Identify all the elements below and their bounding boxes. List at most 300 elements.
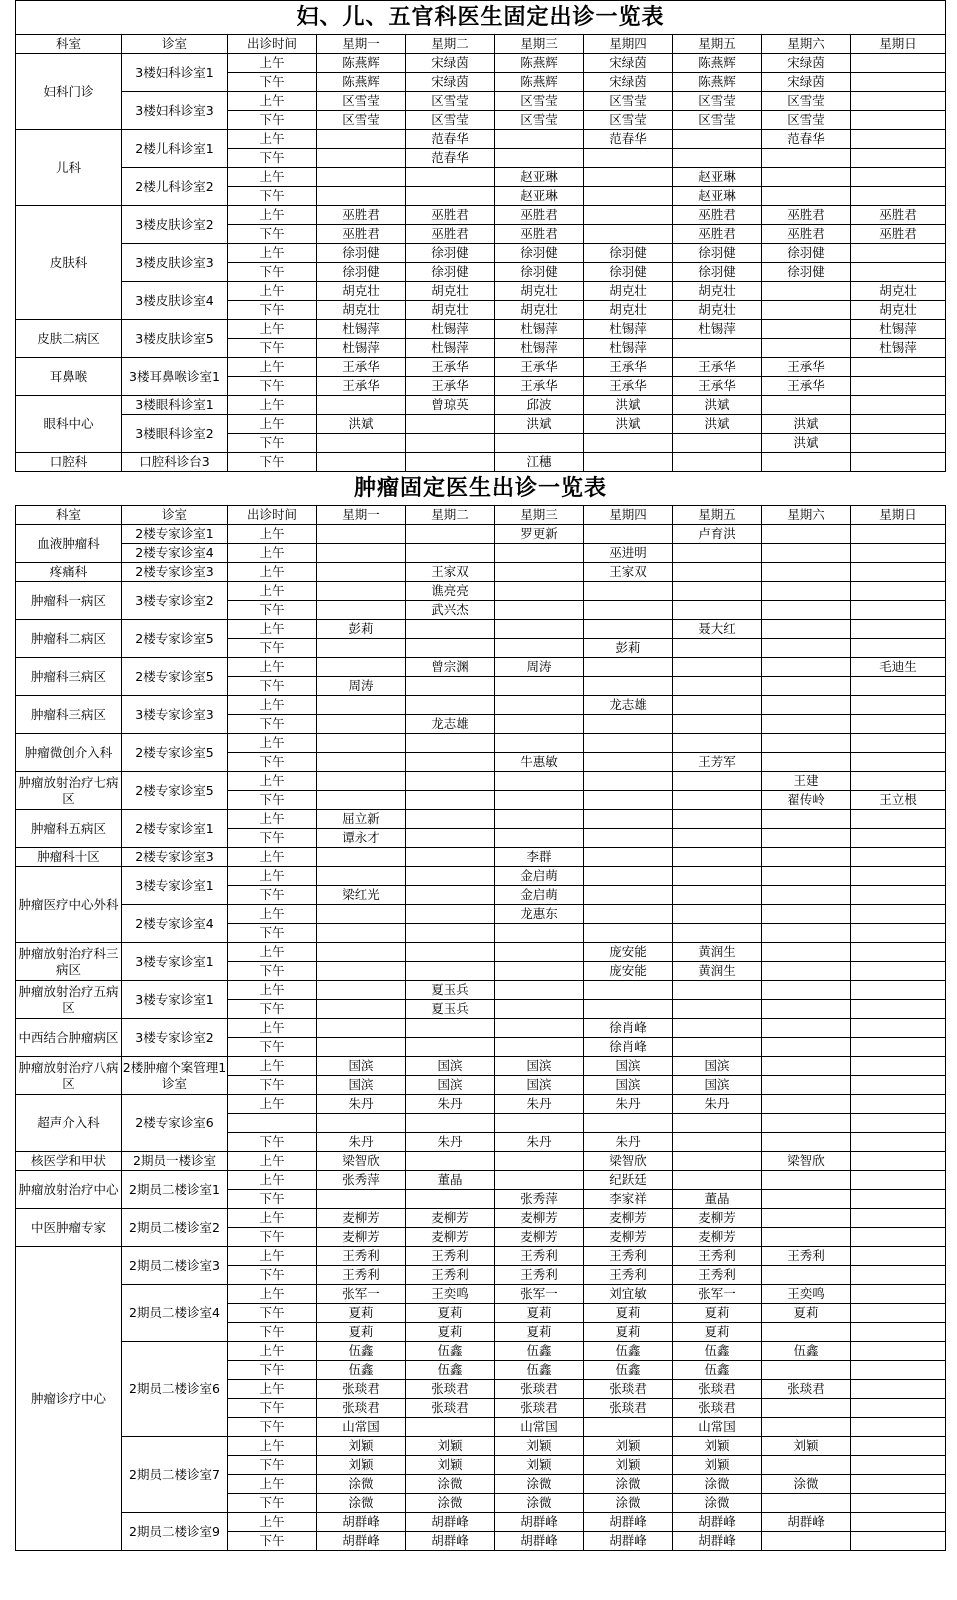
session-cell: 下午 (228, 715, 317, 734)
doctor-cell: 夏莉 (495, 1323, 584, 1342)
doctor-cell (584, 753, 673, 772)
doctor-cell: 徐肖峰 (584, 1038, 673, 1057)
doctor-cell (851, 715, 946, 734)
doctor-cell: 徐羽健 (495, 244, 584, 263)
doctor-cell: 胡克壮 (406, 282, 495, 301)
doctor-cell: 胡克壮 (851, 282, 946, 301)
doctor-cell (673, 149, 762, 168)
doctor-cell: 夏莉 (317, 1304, 406, 1323)
doctor-cell (762, 943, 851, 962)
doctor-cell (584, 601, 673, 620)
doctor-cell (851, 981, 946, 1000)
table-row (16, 130, 946, 149)
doctor-cell (851, 829, 946, 848)
room-cell: 2期员二楼诊室2 (122, 1209, 228, 1247)
doctor-cell (317, 396, 406, 415)
doctor-cell: 胡克壮 (317, 282, 406, 301)
doctor-cell: 曾宗渊 (406, 658, 495, 677)
doctor-cell (317, 962, 406, 981)
department-cell: 肿瘤科一病区 (16, 582, 122, 620)
table-row (16, 810, 946, 829)
doctor-cell (762, 981, 851, 1000)
doctor-cell: 彭莉 (317, 620, 406, 639)
doctor-cell: 王承华 (495, 358, 584, 377)
department-cell: 肿瘤诊疗中心 (16, 1247, 122, 1551)
table-row (16, 1171, 946, 1190)
room-cell: 3楼皮肤诊室5 (122, 320, 228, 358)
doctor-cell (495, 943, 584, 962)
doctor-cell (762, 658, 851, 677)
doctor-cell (584, 886, 673, 905)
table-row (16, 696, 946, 715)
doctor-cell (762, 753, 851, 772)
doctor-cell: 龙志雄 (584, 696, 673, 715)
doctor-cell: 龙志雄 (406, 715, 495, 734)
header-day: 星期四 (584, 35, 673, 54)
doctor-cell: 洪斌 (762, 415, 851, 434)
doctor-cell: 国滨 (317, 1076, 406, 1095)
header-day: 星期二 (406, 35, 495, 54)
doctor-cell (851, 1095, 946, 1114)
doctor-cell (584, 677, 673, 696)
doctor-cell: 伍鑫 (762, 1342, 851, 1361)
room-cell: 3楼专家诊室1 (122, 943, 228, 981)
doctor-cell: 陈燕辉 (317, 54, 406, 73)
session-cell: 下午 (228, 1038, 317, 1057)
session-cell: 上午 (228, 1475, 317, 1494)
room-cell: 2楼专家诊室4 (122, 544, 228, 563)
session-cell: 下午 (228, 1266, 317, 1285)
doctor-cell: 伍鑫 (584, 1361, 673, 1380)
doctor-cell (584, 1418, 673, 1437)
doctor-cell (851, 1494, 946, 1513)
department-cell: 口腔科 (16, 453, 122, 472)
room-cell: 3楼眼科诊室2 (122, 415, 228, 453)
table-row (16, 320, 946, 339)
doctor-cell (673, 1114, 762, 1133)
doctor-cell (762, 582, 851, 601)
doctor-cell (495, 601, 584, 620)
doctor-cell (584, 981, 673, 1000)
doctor-cell: 张琰君 (673, 1399, 762, 1418)
doctor-cell: 麦柳芳 (584, 1228, 673, 1247)
header-row (16, 35, 946, 54)
doctor-cell: 朱丹 (584, 1095, 673, 1114)
doctor-cell (317, 658, 406, 677)
room-cell: 3楼专家诊室3 (122, 696, 228, 734)
doctor-cell (406, 1038, 495, 1057)
doctor-cell: 伍鑫 (406, 1361, 495, 1380)
doctor-cell: 宋绿茵 (406, 54, 495, 73)
session-cell: 下午 (228, 1228, 317, 1247)
doctor-cell: 王承华 (762, 377, 851, 396)
doctor-cell (762, 301, 851, 320)
table-row (16, 525, 946, 544)
doctor-cell (673, 886, 762, 905)
doctor-cell: 区雪莹 (495, 92, 584, 111)
table-row (16, 905, 946, 924)
doctor-cell (673, 130, 762, 149)
doctor-cell (673, 829, 762, 848)
doctor-cell: 邱波 (495, 396, 584, 415)
doctor-cell (673, 696, 762, 715)
doctor-cell (317, 943, 406, 962)
doctor-cell: 徐羽健 (762, 244, 851, 263)
doctor-cell (851, 54, 946, 73)
session-cell: 上午 (228, 1380, 317, 1399)
doctor-cell (851, 434, 946, 453)
header-day: 星期日 (851, 35, 946, 54)
doctor-cell (584, 810, 673, 829)
header-room: 诊室 (122, 35, 228, 54)
session-cell: 下午 (228, 962, 317, 981)
doctor-cell (851, 848, 946, 867)
doctor-cell (762, 339, 851, 358)
doctor-cell: 巫进明 (584, 544, 673, 563)
doctor-cell (851, 905, 946, 924)
doctor-cell (406, 168, 495, 187)
session-cell: 上午 (228, 1513, 317, 1532)
doctor-cell: 涂微 (584, 1475, 673, 1494)
doctor-cell (495, 829, 584, 848)
doctor-cell: 麦柳芳 (406, 1209, 495, 1228)
department-cell: 肿瘤医疗中心外科 (16, 867, 122, 943)
doctor-cell (851, 1133, 946, 1152)
doctor-cell (495, 1038, 584, 1057)
doctor-cell: 张琰君 (406, 1399, 495, 1418)
doctor-cell (762, 867, 851, 886)
doctor-cell (851, 867, 946, 886)
room-cell: 2楼儿科诊室2 (122, 168, 228, 206)
doctor-cell (673, 1152, 762, 1171)
session-cell: 下午 (228, 753, 317, 772)
doctor-cell: 张秀萍 (317, 1171, 406, 1190)
doctor-cell: 涂微 (762, 1475, 851, 1494)
table-row (16, 848, 946, 867)
room-cell: 3楼专家诊室2 (122, 582, 228, 620)
doctor-cell (762, 715, 851, 734)
department-cell: 超声介入科 (16, 1095, 122, 1152)
doctor-cell (762, 1114, 851, 1133)
session-cell: 下午 (228, 639, 317, 658)
doctor-cell (851, 1247, 946, 1266)
doctor-cell: 刘颖 (406, 1437, 495, 1456)
doctor-cell (673, 848, 762, 867)
doctor-cell (495, 1114, 584, 1133)
session-cell: 上午 (228, 1171, 317, 1190)
session-cell: 下午 (228, 73, 317, 92)
doctor-cell (317, 639, 406, 658)
doctor-cell: 卢育洪 (673, 525, 762, 544)
doctor-cell: 夏玉兵 (406, 1000, 495, 1019)
room-cell: 3楼专家诊室1 (122, 981, 228, 1019)
doctor-cell (406, 1190, 495, 1209)
doctor-cell (495, 1000, 584, 1019)
doctor-cell: 区雪莹 (406, 92, 495, 111)
doctor-cell (851, 582, 946, 601)
header-day: 星期六 (762, 35, 851, 54)
doctor-cell (406, 1152, 495, 1171)
doctor-cell (851, 1361, 946, 1380)
room-cell: 2楼专家诊室1 (122, 810, 228, 848)
doctor-cell: 王承华 (406, 377, 495, 396)
room-cell: 3楼妇科诊室1 (122, 54, 228, 92)
department-cell: 妇科门诊 (16, 54, 122, 130)
session-cell: 上午 (228, 396, 317, 415)
header-day: 星期一 (317, 506, 406, 525)
session-cell: 上午 (228, 320, 317, 339)
doctor-cell: 张琰君 (495, 1380, 584, 1399)
doctor-cell: 夏莉 (762, 1304, 851, 1323)
doctor-cell: 朱丹 (495, 1095, 584, 1114)
doctor-cell (317, 905, 406, 924)
doctor-cell (584, 206, 673, 225)
session-cell: 上午 (228, 282, 317, 301)
session-cell: 上午 (228, 734, 317, 753)
doctor-cell: 国滨 (495, 1076, 584, 1095)
session-cell: 上午 (228, 696, 317, 715)
doctor-cell: 梁红光 (317, 886, 406, 905)
doctor-cell: 胡群峰 (762, 1513, 851, 1532)
session-cell: 下午 (228, 1076, 317, 1095)
department-cell: 肿瘤放射治疗七病区 (16, 772, 122, 810)
session-cell: 下午 (228, 791, 317, 810)
doctor-cell: 伍鑫 (584, 1342, 673, 1361)
section-title: 妇、儿、五官科医生固定出诊一览表 (16, 1, 946, 35)
doctor-cell (851, 1323, 946, 1342)
doctor-cell: 杜锡萍 (317, 320, 406, 339)
doctor-cell (584, 1114, 673, 1133)
table-row (16, 1095, 946, 1114)
doctor-cell: 徐羽健 (406, 244, 495, 263)
doctor-cell: 宋绿茵 (406, 73, 495, 92)
doctor-cell (851, 453, 946, 472)
session-cell: 上午 (228, 206, 317, 225)
session-cell: 下午 (228, 1456, 317, 1475)
doctor-cell: 胡克壮 (495, 301, 584, 320)
doctor-cell: 王承华 (406, 358, 495, 377)
department-cell: 肿瘤科三病区 (16, 696, 122, 734)
session-cell: 上午 (228, 415, 317, 434)
doctor-cell: 纪跃廷 (584, 1171, 673, 1190)
section-title-row (16, 472, 946, 506)
doctor-cell (495, 981, 584, 1000)
doctor-cell (317, 453, 406, 472)
doctor-cell (584, 168, 673, 187)
room-cell: 2楼专家诊室5 (122, 772, 228, 810)
header-dept: 科室 (16, 35, 122, 54)
doctor-cell: 区雪莹 (406, 111, 495, 130)
doctor-cell: 麦柳芳 (317, 1228, 406, 1247)
doctor-cell (673, 772, 762, 791)
table-row (16, 544, 946, 563)
session-cell: 下午 (228, 829, 317, 848)
doctor-cell: 张军一 (317, 1285, 406, 1304)
doctor-cell (406, 544, 495, 563)
doctor-cell (317, 1038, 406, 1057)
table-row (16, 1019, 946, 1038)
doctor-cell: 王芳军 (673, 753, 762, 772)
doctor-cell (673, 658, 762, 677)
doctor-cell: 周涛 (495, 658, 584, 677)
table-row (16, 1285, 946, 1304)
doctor-cell (495, 734, 584, 753)
table-row (16, 867, 946, 886)
room-cell: 2期员二楼诊室1 (122, 1171, 228, 1209)
department-cell: 肿瘤科三病区 (16, 658, 122, 696)
doctor-cell: 山常国 (495, 1418, 584, 1437)
doctor-cell (762, 1456, 851, 1475)
doctor-cell (851, 1019, 946, 1038)
doctor-cell (762, 396, 851, 415)
doctor-cell (584, 924, 673, 943)
room-cell: 2期员二楼诊室6 (122, 1342, 228, 1437)
session-cell: 上午 (228, 1152, 317, 1171)
session-cell: 下午 (228, 377, 317, 396)
doctor-cell: 谭永才 (317, 829, 406, 848)
doctor-cell: 陈燕辉 (673, 54, 762, 73)
doctor-cell (317, 130, 406, 149)
doctor-cell: 巫胜君 (317, 225, 406, 244)
doctor-cell (851, 1399, 946, 1418)
doctor-cell: 徐羽健 (673, 263, 762, 282)
doctor-cell (851, 734, 946, 753)
doctor-cell (851, 1171, 946, 1190)
session-cell: 上午 (228, 1437, 317, 1456)
doctor-cell (851, 620, 946, 639)
doctor-cell: 麦柳芳 (495, 1228, 584, 1247)
header-time: 出诊时间 (228, 506, 317, 525)
doctor-cell: 涂微 (584, 1494, 673, 1513)
doctor-cell (673, 434, 762, 453)
doctor-cell: 巫胜君 (317, 206, 406, 225)
doctor-cell (317, 563, 406, 582)
doctor-cell (851, 263, 946, 282)
doctor-cell (762, 620, 851, 639)
doctor-cell: 夏莉 (495, 1304, 584, 1323)
doctor-cell (317, 791, 406, 810)
doctor-cell (851, 677, 946, 696)
doctor-cell (762, 282, 851, 301)
doctor-cell: 区雪莹 (495, 111, 584, 130)
doctor-cell: 朱丹 (673, 1095, 762, 1114)
table-row (16, 1247, 946, 1266)
table-row (16, 244, 946, 263)
doctor-cell: 金启萌 (495, 886, 584, 905)
doctor-cell: 巫胜君 (762, 225, 851, 244)
doctor-cell (406, 886, 495, 905)
room-cell: 2楼专家诊室3 (122, 563, 228, 582)
doctor-cell: 巫胜君 (673, 206, 762, 225)
doctor-cell: 王承华 (673, 377, 762, 396)
session-cell: 上午 (228, 848, 317, 867)
session-cell: 上午 (228, 130, 317, 149)
doctor-cell (851, 1076, 946, 1095)
session-cell: 下午 (228, 1133, 317, 1152)
doctor-cell: 区雪莹 (762, 111, 851, 130)
department-cell: 肿瘤科二病区 (16, 620, 122, 658)
doctor-cell (762, 1190, 851, 1209)
doctor-cell: 刘颖 (673, 1456, 762, 1475)
doctor-cell (495, 1171, 584, 1190)
room-cell: 3楼专家诊室1 (122, 867, 228, 905)
doctor-cell (762, 905, 851, 924)
doctor-cell: 胡克壮 (584, 301, 673, 320)
doctor-cell (851, 544, 946, 563)
session-cell: 下午 (228, 339, 317, 358)
session-cell: 上午 (228, 658, 317, 677)
doctor-cell: 王秀利 (584, 1266, 673, 1285)
doctor-cell (762, 677, 851, 696)
doctor-cell (317, 1190, 406, 1209)
doctor-cell: 梁智欣 (317, 1152, 406, 1171)
session-cell: 下午 (228, 677, 317, 696)
doctor-cell (762, 696, 851, 715)
department-cell: 儿科 (16, 130, 122, 206)
doctor-cell (495, 582, 584, 601)
doctor-cell: 谯亮亮 (406, 582, 495, 601)
doctor-cell: 王承华 (317, 358, 406, 377)
header-day: 星期一 (317, 35, 406, 54)
doctor-cell: 赵亚琳 (673, 187, 762, 206)
doctor-cell: 涂微 (673, 1475, 762, 1494)
doctor-cell (495, 1152, 584, 1171)
doctor-cell: 毛迪生 (851, 658, 946, 677)
session-cell: 下午 (228, 1323, 317, 1342)
doctor-cell (851, 1190, 946, 1209)
doctor-cell: 王家双 (584, 563, 673, 582)
doctor-cell: 武兴杰 (406, 601, 495, 620)
department-cell: 耳鼻喉 (16, 358, 122, 396)
doctor-cell (673, 1019, 762, 1038)
doctor-cell: 徐羽健 (317, 263, 406, 282)
doctor-cell: 董晶 (673, 1190, 762, 1209)
doctor-cell (584, 434, 673, 453)
doctor-cell: 胡群峰 (584, 1513, 673, 1532)
doctor-cell (584, 905, 673, 924)
session-cell: 上午 (228, 1285, 317, 1304)
doctor-cell (317, 582, 406, 601)
doctor-cell (495, 149, 584, 168)
room-cell: 2期员二楼诊室9 (122, 1513, 228, 1551)
doctor-cell: 胡克壮 (317, 301, 406, 320)
doctor-cell: 国滨 (584, 1076, 673, 1095)
section-title: 肿瘤固定医生出诊一览表 (16, 472, 946, 506)
doctor-cell: 麦柳芳 (406, 1228, 495, 1247)
room-cell: 2楼专家诊室5 (122, 658, 228, 696)
doctor-cell: 董晶 (406, 1171, 495, 1190)
doctor-cell (406, 1418, 495, 1437)
doctor-cell (851, 396, 946, 415)
doctor-cell: 山常国 (673, 1418, 762, 1437)
doctor-cell: 范春华 (584, 130, 673, 149)
room-cell: 2期员二楼诊室3 (122, 1247, 228, 1285)
doctor-cell (673, 339, 762, 358)
doctor-cell: 庞安能 (584, 962, 673, 981)
header-row (16, 506, 946, 525)
doctor-cell: 麦柳芳 (673, 1209, 762, 1228)
doctor-cell: 赵亚琳 (673, 168, 762, 187)
session-cell: 下午 (228, 1532, 317, 1551)
header-day: 星期三 (495, 35, 584, 54)
doctor-cell (406, 677, 495, 696)
table-row (16, 620, 946, 639)
doctor-cell (584, 620, 673, 639)
doctor-cell: 胡群峰 (673, 1532, 762, 1551)
header-day: 星期日 (851, 506, 946, 525)
doctor-cell: 伍鑫 (495, 1342, 584, 1361)
doctor-cell (584, 829, 673, 848)
